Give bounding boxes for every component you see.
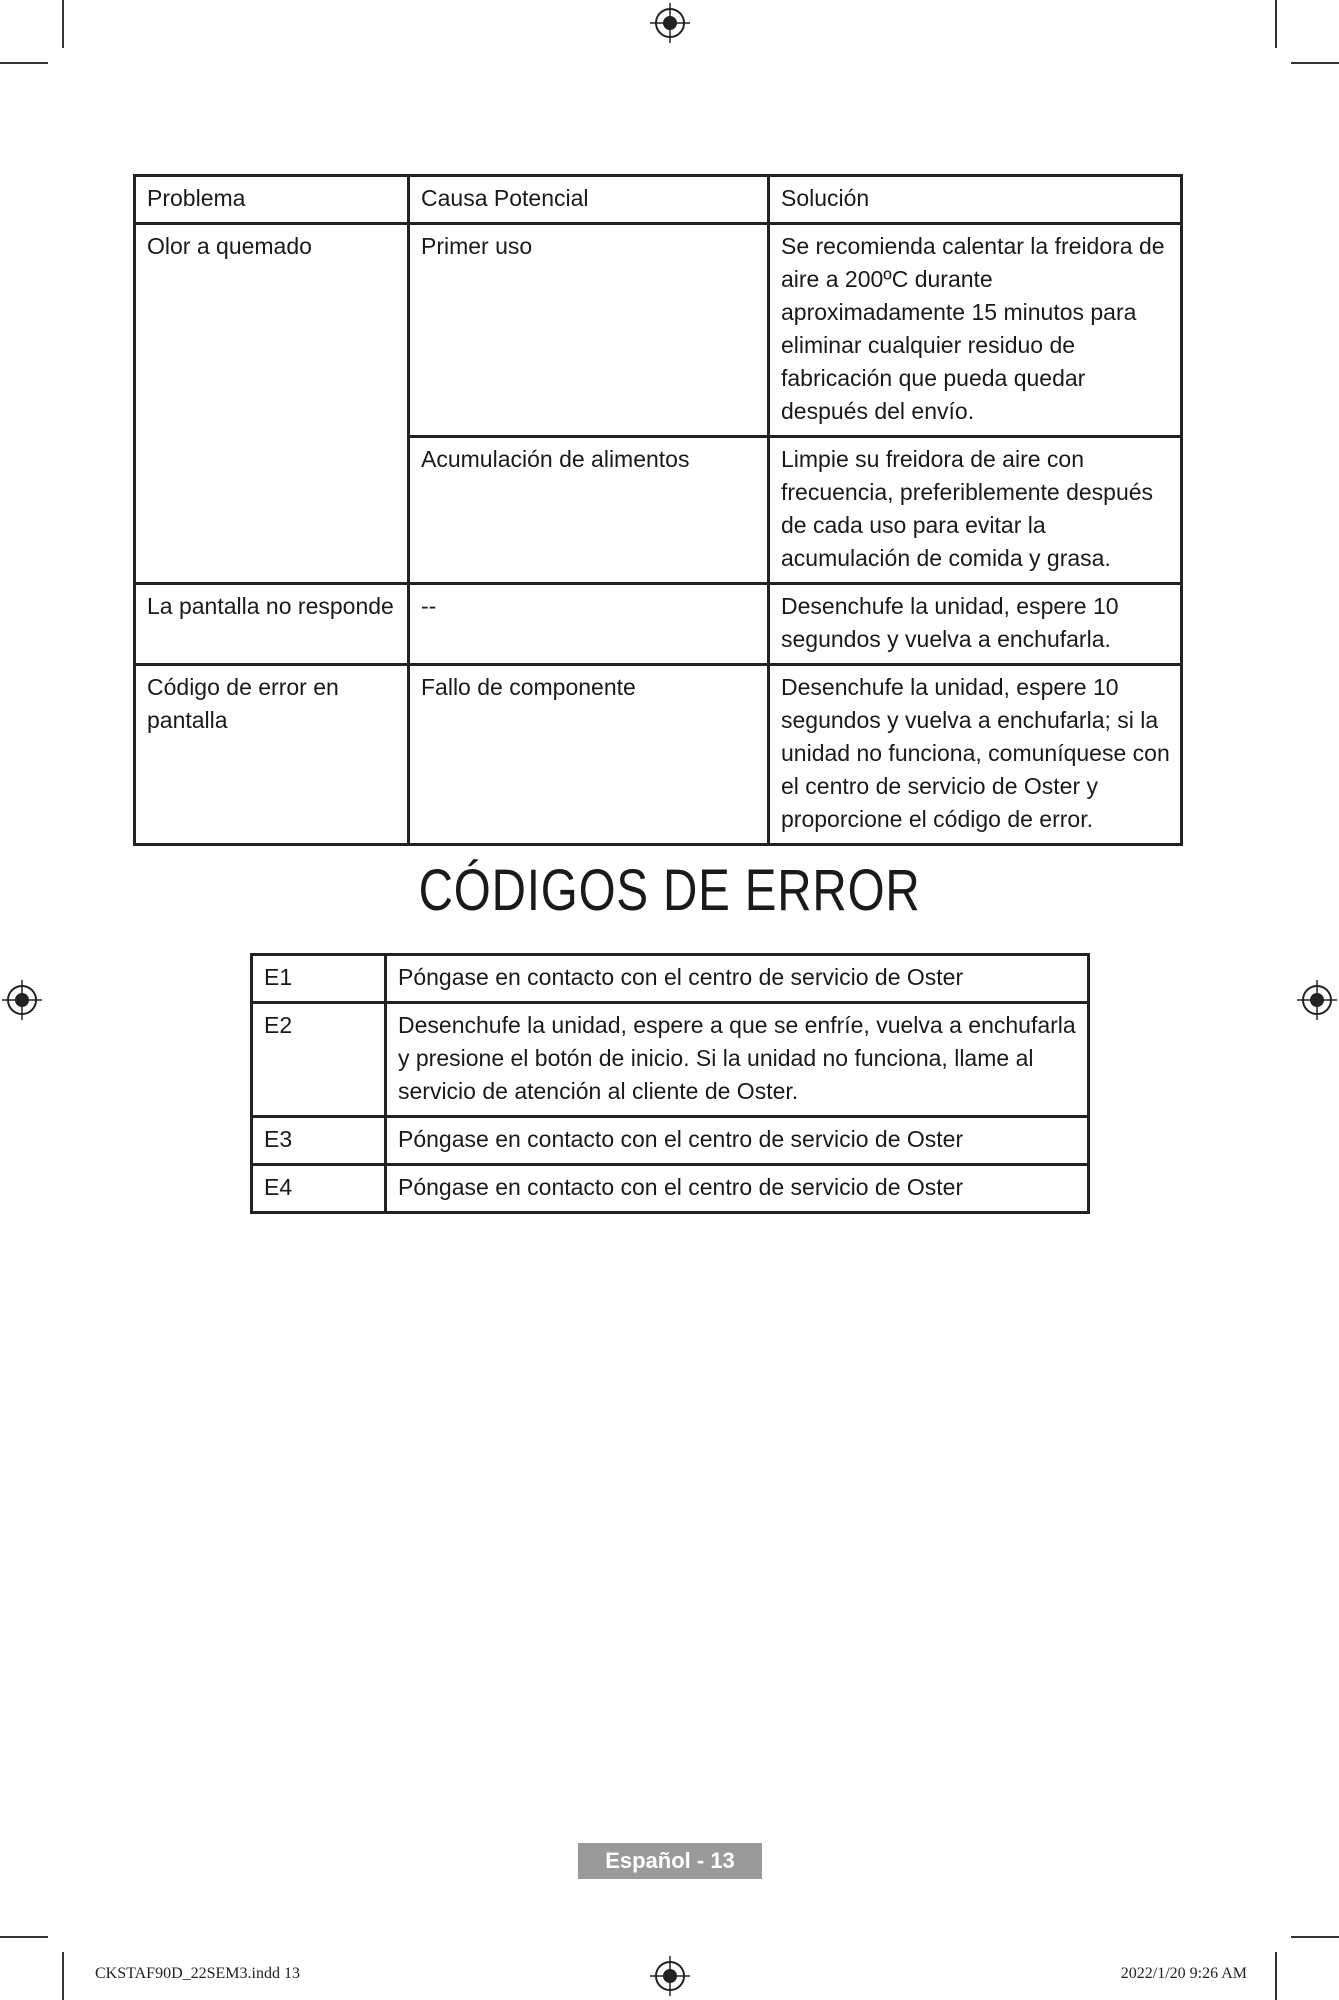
table-header-row bbox=[135, 176, 1182, 224]
crop-mark bbox=[1275, 0, 1277, 48]
column-header-cause: Causa Potencial bbox=[409, 176, 769, 224]
cause-cell: -- bbox=[409, 584, 769, 665]
cause-cell: Fallo de componente bbox=[409, 665, 769, 845]
error-description-cell: Póngase en contacto con el centro de servicio de Oster bbox=[386, 1165, 1089, 1213]
table-row bbox=[135, 224, 1182, 437]
error-code-cell: E2 bbox=[252, 1003, 386, 1117]
error-code-cell: E4 bbox=[252, 1165, 386, 1213]
problem-cell: La pantalla no responde bbox=[135, 584, 409, 665]
registration-mark-icon bbox=[650, 3, 690, 43]
problem-cell: Código de error en pantalla bbox=[135, 665, 409, 845]
troubleshooting-table bbox=[133, 174, 1183, 846]
registration-mark-icon bbox=[2, 980, 42, 1020]
solution-cell: Limpie su freidora de aire con frecuencia, preferiblemente después de cada uso para evitar la acumulación de comida y grasa. bbox=[769, 437, 1182, 584]
error-code-cell: E3 bbox=[252, 1117, 386, 1165]
page-number-badge: Español - 13 bbox=[578, 1843, 762, 1879]
column-header-problem: Problema bbox=[135, 176, 409, 224]
cause-cell: Primer uso bbox=[409, 224, 769, 437]
table-row bbox=[135, 584, 1182, 665]
problem-cell: Olor a quemado bbox=[135, 224, 409, 584]
error-description-cell: Desenchufe la unidad, espere a que se enfríe, vuelva a enchufarla y presione el botón de inicio. Si la unidad no funciona, llame al servicio de atención al cliente de Oster. bbox=[386, 1003, 1089, 1117]
table-row bbox=[252, 955, 1089, 1003]
error-codes-table bbox=[250, 953, 1090, 1214]
solution-cell: Se recomienda calentar la freidora de aire a 200ºC durante aproximadamente 15 minutos para eliminar cualquier residuo de fabricación que pueda quedar después del envío. bbox=[769, 224, 1182, 437]
registration-mark-icon bbox=[1297, 980, 1337, 1020]
error-description-cell: Póngase en contacto con el centro de servicio de Oster bbox=[386, 955, 1089, 1003]
registration-mark-icon bbox=[650, 1956, 690, 1996]
solution-cell: Desenchufe la unidad, espere 10 segundos y vuelva a enchufarla; si la unidad no funciona, comuníquese con el centro de servicio de Oster y proporcione el código de error. bbox=[769, 665, 1182, 845]
print-timestamp: 2022/1/20 9:26 AM bbox=[1120, 1965, 1247, 1982]
crop-mark bbox=[1291, 62, 1339, 64]
crop-mark bbox=[1291, 1936, 1339, 1938]
error-codes-heading: CÓDIGOS DE ERROR bbox=[418, 858, 921, 923]
solution-cell: Desenchufe la unidad, espere 10 segundos y vuelva a enchufarla. bbox=[769, 584, 1182, 665]
crop-mark bbox=[62, 0, 64, 48]
table-row bbox=[135, 665, 1182, 845]
cause-cell: Acumulación de alimentos bbox=[409, 437, 769, 584]
table-row bbox=[252, 1165, 1089, 1213]
crop-mark bbox=[1275, 1952, 1277, 2000]
column-header-solution: Solución bbox=[769, 176, 1182, 224]
crop-mark bbox=[62, 1952, 64, 2000]
file-slug: CKSTAF90D_22SEM3.indd 13 bbox=[95, 1965, 300, 1982]
crop-mark bbox=[0, 1936, 48, 1938]
error-description-cell: Póngase en contacto con el centro de servicio de Oster bbox=[386, 1117, 1089, 1165]
table-row bbox=[252, 1117, 1089, 1165]
table-row bbox=[252, 1003, 1089, 1117]
crop-mark bbox=[0, 62, 48, 64]
error-code-cell: E1 bbox=[252, 955, 386, 1003]
